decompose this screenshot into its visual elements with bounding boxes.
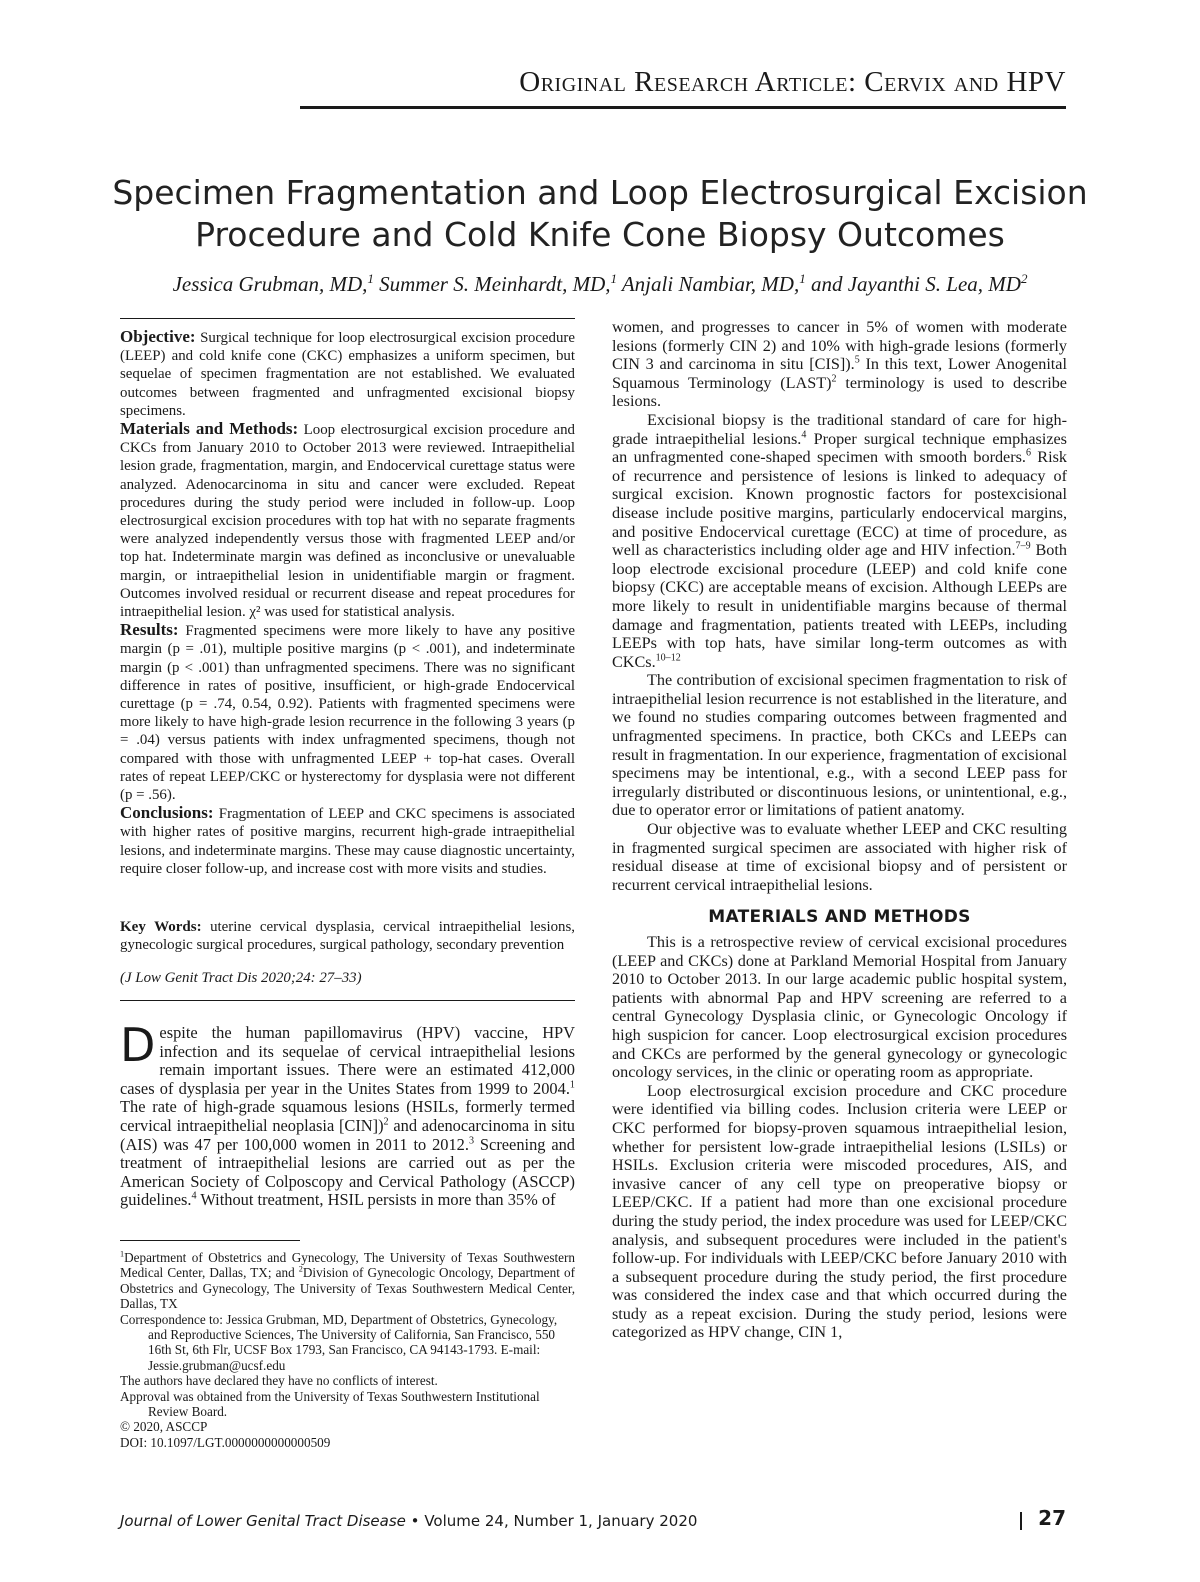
results-text: Fragmented specimens were more likely to have any positive margin (p = .01), multiple positive margins (p < .001), and indeterminate margin (p < .001) than unfragmented specimens. There was no significant difference in rates of positive, insufficient, or high-grade Endocervical curettage (p = .74, 0.54, 0.92). Patients with fragmented specimens were more likely to have high-grade lesion recurrence in the following 3 years (p = .04) versus patients with index unfragmented specimens, though not compared with those with unfragmented LEEP + top-hat cases. Overall rates of repeat LEEP/CKC or hysterectomy for dysplasia were not different (p = .56). bbox=[120, 623, 575, 804]
affiliation-text bbox=[120, 1250, 575, 1312]
conflicts-statement: The authors have declared they have no conflicts of interest. bbox=[120, 1373, 438, 1389]
reference-mark[interactable]: 10–12 bbox=[655, 652, 681, 664]
reference-mark[interactable]: 3 bbox=[468, 1135, 475, 1147]
body-text: Both loop electrode excisional procedure (LEEP) and cold knife cone biopsy (CKC) are acceptable means of excision. Although LEEPs are more likely to result in unidentifiable margins because of thermal damage and fragmentation, patients treated with LEEPs, including LEEPs with top hats, have similar long-term outcomes as with CKCs. bbox=[612, 541, 1067, 671]
drop-cap: D bbox=[120, 1018, 156, 1072]
reference-mark[interactable]: 6 bbox=[1025, 447, 1031, 459]
conclusions-label: Conclusions: bbox=[120, 803, 214, 823]
objective-text: Surgical technique for loop electrosurgical excision procedure (LEEP) and cold knife cone (CKC) emphasizes a uniform specimen, but sequelae of specimen fragmentation are not established. We evaluated outcomes between fragmented and unfragmented excisional biopsy specimens. bbox=[120, 330, 575, 419]
footnote-rule bbox=[120, 1240, 300, 1241]
abstract-top-rule bbox=[120, 318, 575, 319]
keywords-label: Key Words: bbox=[120, 919, 202, 935]
results-label: Results: bbox=[120, 620, 179, 640]
intro-text: The rate of high-grade squamous lesions (HSILs, formerly termed cervical intraepithelial neoplasia [CIN]) bbox=[120, 1097, 575, 1135]
running-footer bbox=[120, 1512, 820, 1530]
reference-mark[interactable]: 5 bbox=[854, 354, 860, 366]
right-column bbox=[612, 318, 1067, 1342]
introduction-left bbox=[120, 1018, 575, 1210]
body-text: women, and progresses to cancer in 5% of women with moderate lesions (formerly CIN 2) and 10% with high-grade lesions (formerly CIN 3 and carcinoma in situ [CIS]). bbox=[612, 318, 1067, 374]
body-text: Excisional biopsy is the traditional standard of care for high-grade intraepithelial lesions. bbox=[612, 410, 1067, 448]
intro-text: Without treatment, HSIL persists in more than 35% of bbox=[196, 1190, 556, 1210]
section-header: Original Research Article: Cervix and HPV bbox=[519, 66, 1066, 98]
conclusions-text: Fragmentation of LEEP and CKC specimens is associated with higher rates of positive margins, recurrent high-grade intraepithelial lesions, and indeterminate margins. These may cause diagnostic uncertainty, require closer follow-up, and increase cost with more visits and studies. bbox=[120, 806, 575, 877]
author-affiliation-mark: 1 bbox=[610, 271, 617, 286]
affiliation-2: Division of Gynecologic Oncology, Department of Obstetrics and Gynecology, The University of Texas Southwestern Medical Center, Dallas, TX bbox=[120, 1265, 575, 1312]
section-heading-methods: MATERIALS AND METHODS bbox=[708, 907, 971, 928]
paragraph bbox=[612, 411, 1067, 671]
paragraph: The contribution of excisional specimen fragmentation to risk of intraepithelial lesion recurrence is not established in the literature, and we found no studies comparing outcomes between fragmented and unfragmented specimens. In practice, both CKCs and LEEPs can result in fragmentation. In our experience, fragmentation of excisional specimens may be intentional, e.g., with a second LEEP pass for irregularly distributed or discontinuous lesions, or unintentional, e.g., due to operator error or limitations of patient anatomy. bbox=[612, 671, 1067, 820]
keywords bbox=[120, 918, 575, 954]
reference-mark[interactable]: 2 bbox=[831, 373, 837, 385]
author-list bbox=[100, 272, 1100, 297]
body-text: Proper surgical technique emphasizes an unfragmented cone-shaped specimen with smooth borders. bbox=[612, 429, 1067, 467]
methods-text: Loop electrosurgical excision procedure and CKCs from January 2010 to October 2013 were reviewed. Intraepithelial lesion grade, fragmentation, margin, and Endocervical curettage status were analyzed. Adenocarcinoma in situ and cancer were excluded. Repeat procedures during the study period were included in follow-up. Loop electrosurgical excision procedures with top hat with no separate fragments were analyzed independently versus those with fragmented LEEP and/or top hat. Indeterminate margin was defined as inconclusive or unevaluable margin, or intraepithelial lesion in unidentifiable margin or fragment. Outcomes involved residual or recurrent disease and repeat procedures for intraepithelial lesion. χ² was used for statistical analysis. bbox=[120, 422, 575, 621]
footer-bullet: • bbox=[410, 1512, 420, 1530]
abstract-objective bbox=[120, 328, 575, 420]
abstract-conclusions bbox=[120, 804, 575, 878]
author-affiliation-mark: 2 bbox=[1020, 271, 1028, 286]
reference-mark[interactable]: 4 bbox=[191, 1190, 197, 1202]
reference-mark[interactable]: 4 bbox=[801, 429, 807, 441]
volume-info: Volume 24, Number 1, January 2020 bbox=[424, 1512, 698, 1530]
paragraph bbox=[612, 318, 1067, 411]
intro-text: espite the human papillomavirus (HPV) vaccine, HPV infection and its sequelae of cervical intraepithelial lesions remain important issues. There were an estimated 412,000 cases of dysplasia per year in the Unites States from 1999 to 2004. bbox=[120, 1023, 575, 1098]
correspondence: Correspondence to: Jessica Grubman, MD, Department of Obstetrics, Gynecology, and Reproductive Sciences, The University of California, San Francisco, 550 16th St, 6th Flr, UCSF Box 1793, San Francisco, CA 94143-1793. E-mail: Jessie.grubman@ucsf.edu bbox=[120, 1311, 558, 1373]
body-text: In this text, Lower Anogenital Squamous Terminology (LAST) bbox=[612, 355, 1067, 392]
keywords-text: uterine cervical dysplasia, cervical intraepithelial lesions, gynecologic surgical procedures, surgical pathology, secondary prevention bbox=[120, 919, 575, 954]
copyright: © 2020, ASCCP bbox=[120, 1419, 208, 1435]
affiliation-mark: 1 bbox=[120, 1249, 125, 1259]
affiliation-1: Department of Obstetrics and Gynecology, The University of Texas Southwestern Medical Center, Dallas, TX; and bbox=[120, 1250, 575, 1281]
author: Summer S. Meinhardt, MD, bbox=[379, 272, 611, 296]
reference-mark[interactable]: 2 bbox=[383, 1116, 389, 1128]
page-number: 27 bbox=[1038, 1506, 1066, 1530]
abstract-results bbox=[120, 621, 575, 804]
article-title: Specimen Fragmentation and Loop Electrosurgical Excision Procedure and Cold Knife Cone Biopsy Outcomes bbox=[112, 173, 1088, 254]
author: and Jayanthi S. Lea, MD bbox=[810, 272, 1021, 296]
affiliations-footnote bbox=[120, 1250, 575, 1450]
journal-name: Journal of Lower Genital Tract Disease bbox=[120, 1512, 406, 1530]
paragraph: Loop electrosurgical excision procedure and CKC procedure were identified via billing codes. Inclusion criteria were LEEP or CKC performed for biopsy-proven squamous intraepithelial lesion, whether for persistent low-grade intraepithelial lesions (LSILs) or HSILs. Exclusion criteria were miscoded procedures, AIS, and invasive cancer of any cell type on preoperative biopsy or LEEP/CKC. If a patient had more than one excisional procedure during the study period, the index procedure was used for LEEP/CKC analysis, and subsequent procedures were included in the patient's follow-up. For individuals with LEEP/CKC before January 2010 with a subsequent procedure during the study period, the first procedure was considered the index case and that which occurred during the study as a repeat excision. During the study period, lesions were categorized as HPV change, CIN 1, bbox=[612, 1081, 1067, 1342]
citation: (J Low Genit Tract Dis 2020;24: 27–33) bbox=[120, 970, 362, 986]
reference-mark[interactable]: 7–9 bbox=[1015, 540, 1031, 552]
abstract-methods bbox=[120, 420, 575, 621]
irb-approval: Approval was obtained from the University of Texas Southwestern Institutional Review Board. bbox=[120, 1388, 540, 1420]
methods-label: Materials and Methods: bbox=[120, 419, 299, 439]
author: Jessica Grubman, MD, bbox=[172, 272, 368, 296]
body-text: terminology is used to describe lesions. bbox=[612, 373, 1067, 411]
paragraph: Our objective was to evaluate whether LEEP and CKC resulting in fragmented surgical specimen are associated with higher risk of residual disease at time of excisional biopsy and of persistent or recurrent cervical intraepithelial lesions. bbox=[612, 820, 1067, 894]
doi[interactable]: DOI: 10.1097/LGT.0000000000000509 bbox=[120, 1434, 331, 1450]
abstract-bottom-rule bbox=[120, 1000, 575, 1001]
author-affiliation-mark: 1 bbox=[799, 271, 806, 286]
affiliation-mark: 2 bbox=[298, 1265, 303, 1275]
intro-text: and adenocarcinoma in situ (AIS) was 47 per 100,000 women in 2011 to 2012. bbox=[120, 1115, 575, 1154]
abstract bbox=[120, 328, 575, 878]
intro-text: Screening and treatment of intraepithelial lesions are carried out as per the American Society of Colposcopy and Cervical Pathology (ASCCP) guidelines. bbox=[120, 1134, 575, 1210]
author-affiliation-mark: 1 bbox=[367, 271, 374, 286]
paragraph: This is a retrospective review of cervical excisional procedures (LEEP and CKCs) done at Parkland Memorial Hospital from January 2010 to October 2013. In our large academic public hospital system, patients with abnormal Pap and HPV screening are referred to a central Gynecology Dysplasia clinic, or Gynecologic Oncology if high suspicion for cancer. Loop electrosurgical excision procedures and CKCs are performed by the general gynecology or gynecologic oncology services, in the clinic or operating room as appropriate. bbox=[612, 933, 1067, 1082]
reference-mark[interactable]: 1 bbox=[569, 1079, 575, 1091]
header-rule bbox=[300, 106, 1066, 109]
objective-label: Objective: bbox=[120, 327, 196, 346]
author: Anjali Nambiar, MD, bbox=[621, 272, 800, 296]
body-text: Risk of recurrence and persistence of lesions is linked to adequacy of surgical excision. Known prognostic factors for postexcisional disease include positive margins, particularly endocervical margins, and positive Endocervical curettage (ECC) at time of procedure, as well as characteristics including older age and HIV infection. bbox=[612, 448, 1067, 560]
